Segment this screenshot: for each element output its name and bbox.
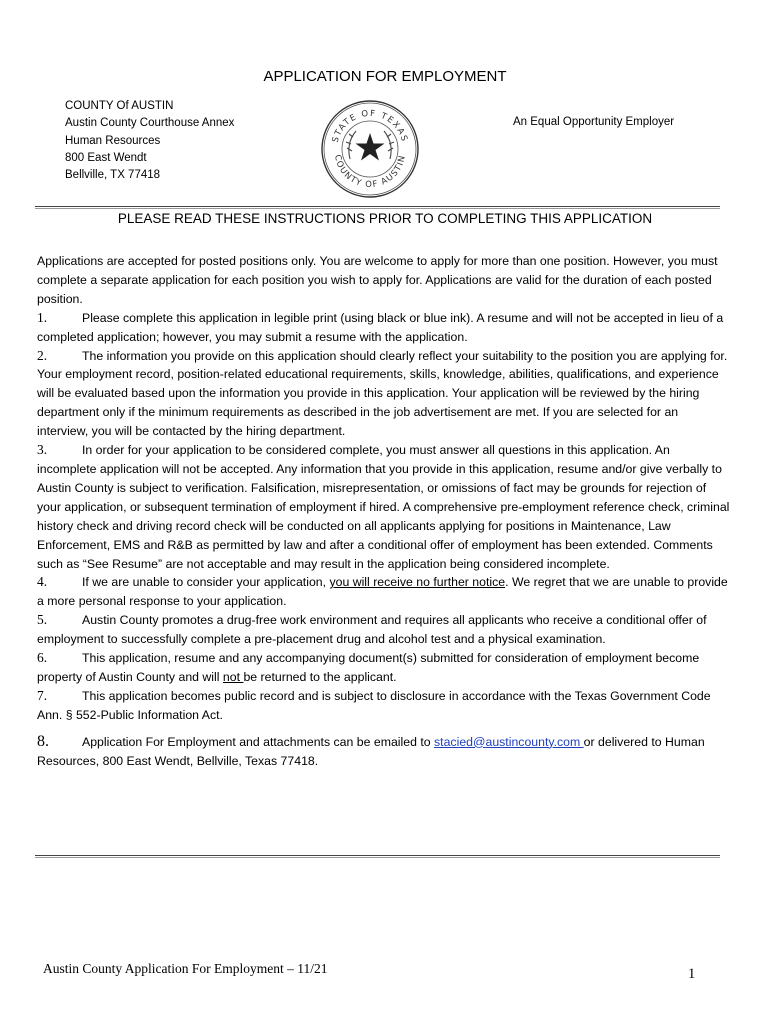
page-title: APPLICATION FOR EMPLOYMENT	[263, 68, 507, 85]
item-text: Austin County promotes a drug-free work environment and requires all applicants who receive a conditional offer of employment to successfully complete a pre-placement drug and alcohol test and a physical examination.	[37, 613, 707, 647]
svg-text:COUNTY OF AUSTIN	[332, 154, 408, 190]
no-notice-text: you will receive no further notice	[329, 575, 506, 590]
email-link[interactable]: stacied@austincounty.com	[434, 734, 584, 749]
item-number: 7.	[37, 687, 48, 703]
address-line: Bellville, TX 77418	[65, 169, 161, 182]
instructions-body	[37, 252, 732, 770]
instruction-item	[37, 573, 732, 611]
county-address	[65, 98, 234, 184]
item-text: If we are unable to consider your application,	[82, 575, 330, 590]
instruction-item	[37, 441, 732, 573]
instruction-item	[37, 687, 732, 725]
instructions-heading: PLEASE READ THESE INSTRUCTIONS PRIOR TO COMPLETING THIS APPLICATION	[117, 211, 653, 226]
item-number: 5.	[37, 612, 48, 628]
item-text: or delivered to Human Resources, 800 East Wendt, Bellville, Texas 77418.	[37, 734, 705, 768]
item-number: 8.	[37, 732, 49, 750]
address-line: 800 East Wendt	[65, 151, 147, 164]
address-line: Human Resources	[65, 134, 161, 147]
address-line: COUNTY Of AUSTIN	[65, 100, 174, 112]
seal-text-bottom: COUNTY OF AUSTIN	[332, 153, 408, 191]
intro-paragraph: Applications are accepted for posted positions only. You are welcome to apply for more than one position. However, you must complete a separate application for each position you wish to apply for. Applications are valid for the duration of each posted position.	[37, 254, 718, 306]
seal-text-top: STATE OF TEXAS	[330, 108, 410, 144]
instruction-item	[37, 309, 732, 347]
address-line: Austin County Courthouse Annex	[65, 117, 235, 130]
item-text: . We regret that we are unable to provide a more personal response to your application.	[37, 575, 728, 609]
item-text: In order for your application to be considered complete, you must answer all questions in this application. An incomplete application will not be accepted. Any information that you provide in this application, resume and/or give verbally to Austin County is subject to verification. Falsification, misrepresentation, or omissions of fact may be grounds for rejection of your application, or subsequent termination of employment if hired. A comprehensive pre-employment reference check, criminal history check and driving record check will be conducted on all applicants applying for positions in Maintenance, Law Enforcement, EMS and R&B as permitted by law and after a conditional offer of employment has been extended. Comments such as “See Resume” are not acceptable and may result in the application being considered incomplete.	[37, 443, 730, 571]
instruction-item	[37, 649, 732, 687]
item-text: Please complete this application in legible print (using black or blue ink). A resume and will not be accepted in lieu of a completed application; however, you may submit a resume with the application.	[37, 310, 724, 344]
item-number: 1.	[37, 309, 48, 325]
equal-opportunity-text: An Equal Opportunity Employer	[513, 116, 675, 128]
header-divider	[35, 206, 720, 207]
not-returned-text: not	[222, 669, 244, 684]
item-text: This application becomes public record and is subject to disclosure in accordance with the Texas Government Code Ann. § 552-Public Information Act.	[37, 688, 711, 722]
footer-title: Austin County Application For Employment – 11/21	[43, 961, 328, 976]
body-divider	[35, 855, 720, 856]
item-text: be returned to the applicant.	[243, 669, 397, 684]
county-seal-icon	[320, 99, 420, 199]
item-number: 3.	[37, 442, 48, 458]
item-text: Application For Employment and attachments can be emailed to	[82, 734, 435, 749]
item-text: The information you provide on this application should clearly reflect your suitability to the position you are applying for. Your employment record, position-related educational requirements, skills, knowledge, abilities, qualifications, and experience will be evaluated based upon the information you provide in this application. Your application will be reviewed by the hiring department only if the minimum requirements as described in the job advertisement are met. If you are selected for an interview, you will be contacted by the hiring department.	[37, 348, 728, 439]
instruction-item	[37, 611, 732, 649]
item-number: 4.	[37, 574, 48, 590]
instruction-item	[37, 733, 732, 771]
instruction-item	[37, 347, 732, 442]
item-text: This application, resume and any accompanying document(s) submitted for consideration of employment become property of Austin County and will	[37, 651, 700, 684]
page-number: 1	[688, 966, 696, 982]
item-number: 2.	[37, 347, 48, 363]
item-number: 6.	[37, 650, 48, 666]
